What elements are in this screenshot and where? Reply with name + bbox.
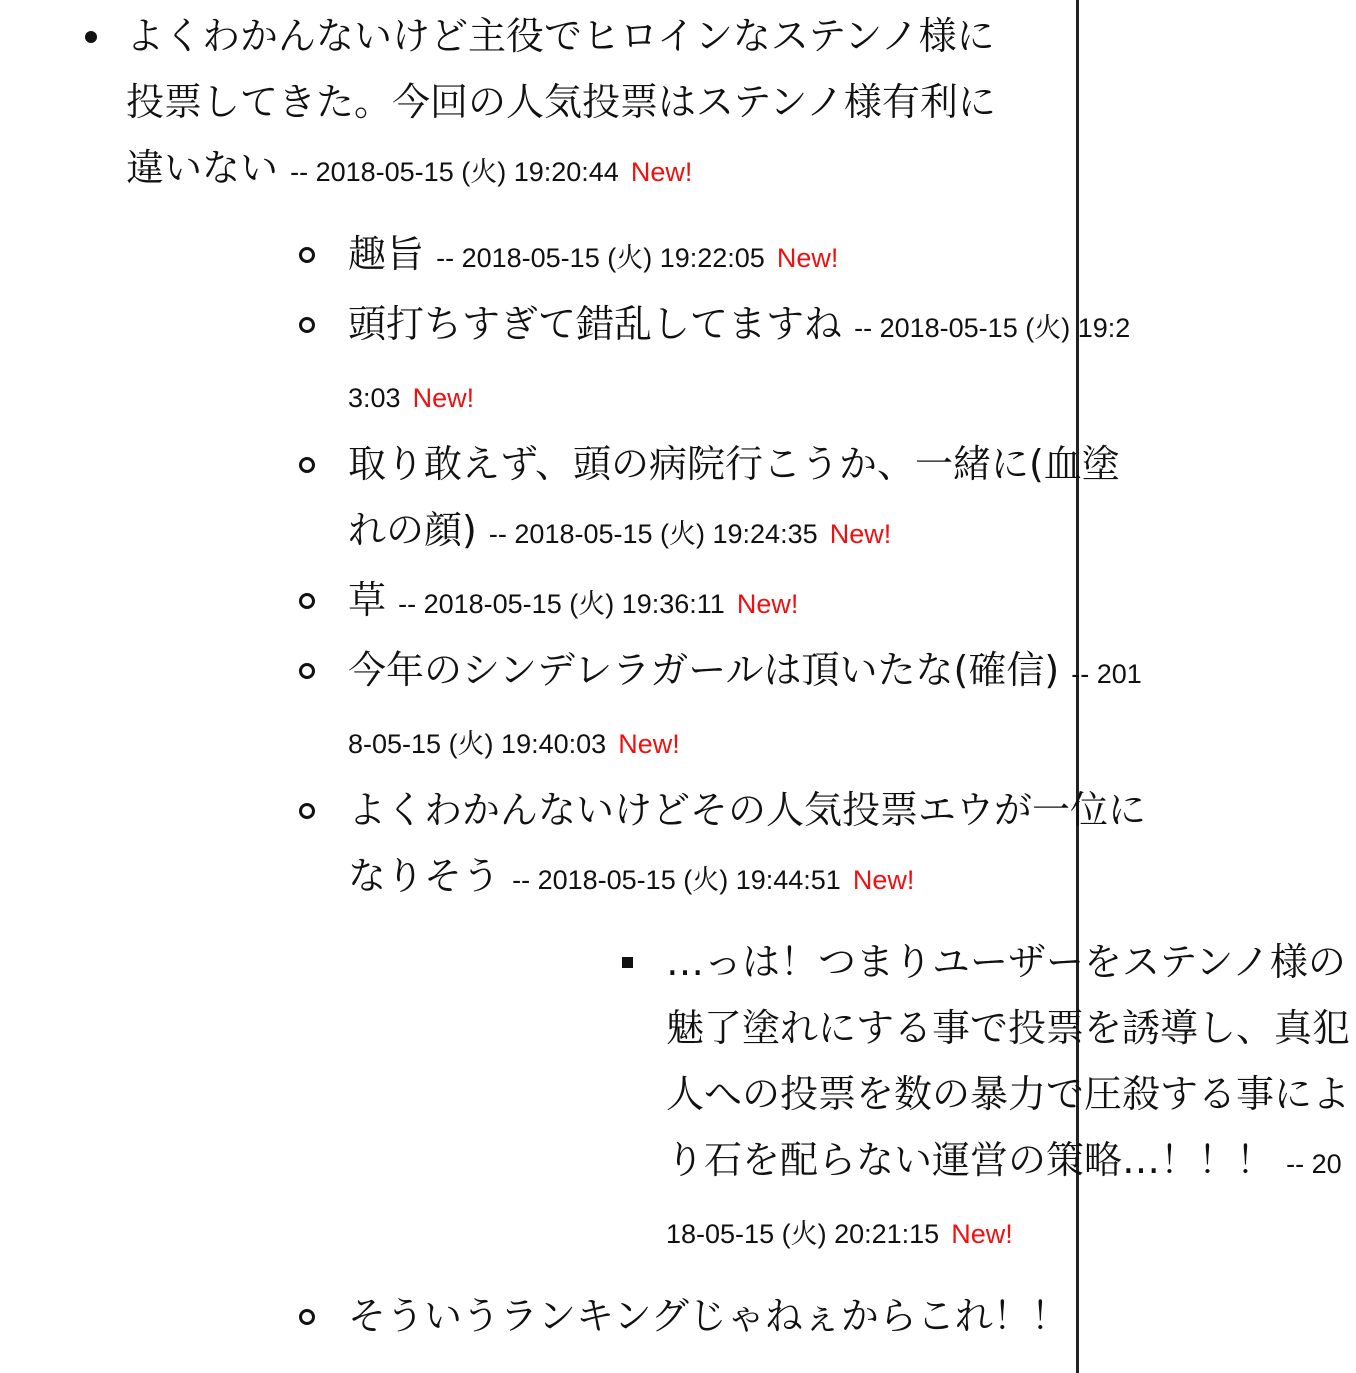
comment-text: 趣旨 [348, 232, 425, 276]
new-badge: New! [630, 157, 693, 187]
new-badge: New! [736, 589, 799, 619]
new-badge: New! [829, 519, 892, 549]
comment-text: 頭打ちすぎて錯乱してますね [348, 302, 843, 346]
reply-item [348, 1283, 1148, 1349]
reply-item [348, 777, 1351, 1267]
comment-text: 草 [348, 578, 387, 622]
comment-text: 今年のシンデレラガールは頂いたな(確信) [348, 648, 1060, 692]
nested-reply-item [666, 929, 1356, 1267]
reply-item [348, 431, 1148, 567]
new-badge: New! [618, 729, 680, 759]
new-badge: New! [412, 383, 475, 413]
comment-text: よくわかんないけど主役でヒロインなステンノ様に投票してきた。今回の人気投票はステンノ様有利に違いない [126, 14, 996, 190]
new-badge: New! [776, 243, 839, 273]
nested-reply-list [348, 929, 1351, 1267]
comment-timestamp: -- 2018-05-15 (火) 19:40:03 [348, 659, 1142, 759]
comment-text: …っは！つまりユーザーをステンノ様の魅了塗れにする事で投票を誘導し、真犯人への投票を数の暴力で圧殺する事により石を配らない運営の策略…！！！ [666, 940, 1351, 1182]
comment-text: そういうランキングじゃねぇからこれ！！ [348, 1294, 1069, 1338]
comment-timestamp: -- 2018-05-15 (火) 19:36:11 [398, 589, 725, 619]
reply-item [348, 221, 1148, 291]
comment-text: よくわかんないけどその人気投票エウが一位になりそう [348, 788, 1147, 898]
comment-timestamp: -- 2018-05-15 (火) 19:23:03 [348, 313, 1131, 413]
comment-text: 取り敢えず、頭の病院行こうか、一緒に(血塗れの顔) [348, 442, 1120, 552]
comment-timestamp: -- 2018-05-15 (火) 19:20:44 [290, 157, 619, 187]
reply-item [348, 291, 1148, 431]
reply-list [126, 221, 1351, 1349]
comment-timestamp: -- 2018-05-15 (火) 19:44:51 [512, 865, 841, 895]
new-badge: New! [951, 1219, 1013, 1249]
comment-timestamp: -- 2018-05-15 (火) 20:21:15 [666, 1149, 1342, 1249]
comment-timestamp: -- 2018-05-15 (火) 19:22:05 [436, 243, 765, 273]
comment-timestamp: -- 2018-05-15 (火) 19:24:35 [488, 519, 818, 549]
reply-item [348, 637, 1148, 777]
new-badge: New! [852, 865, 915, 895]
reply-item [348, 567, 1148, 637]
comment-item [126, 3, 1351, 1349]
